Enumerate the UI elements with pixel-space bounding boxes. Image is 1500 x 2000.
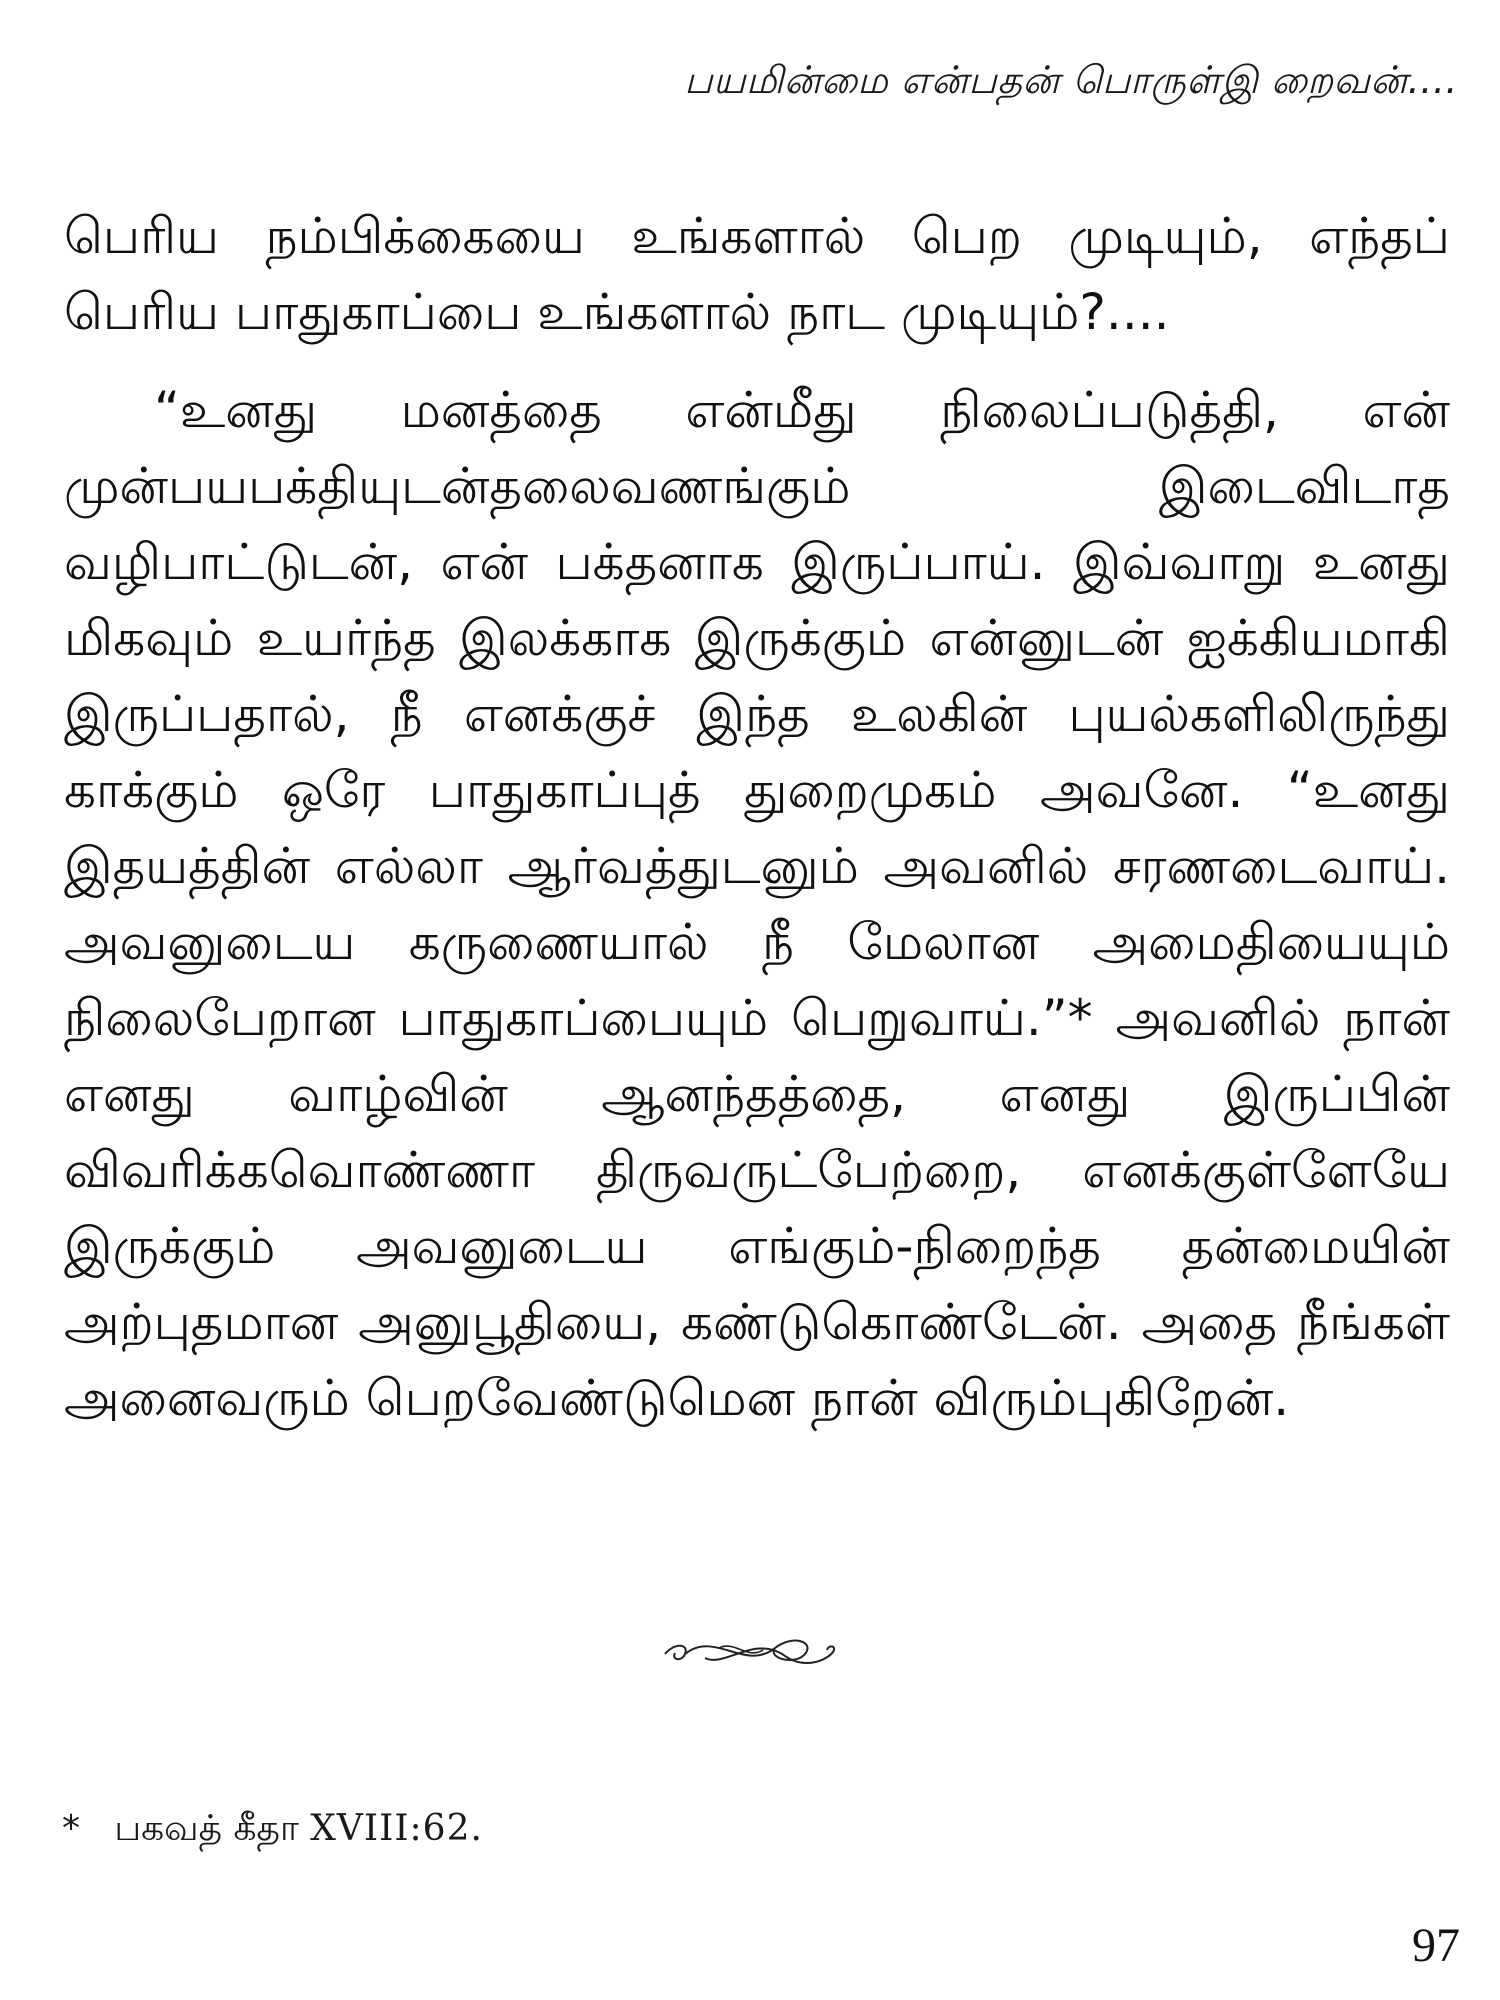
page-number: 97 — [1412, 1919, 1460, 1972]
flourish-ornament-icon — [655, 1620, 845, 1680]
paragraph-2: “உனது மனத்தை என்மீது நிலைப்படுத்தி, என் முன்பயபக்தியுடன்தலைவணங்கும் இடைவிடாத வழிபாட்டுடன், என் பக்தனாக இருப்பாய். இவ்வாறு உனது மிகவும் உயர்ந்த இலக்காக இருக்கும் என்னுடன் ஐக்கியமாகி இருப்பதால், நீ எனக்குச் இந்த உலகின் புயல்களிலிருந்து காக்கும் ஒரே பாதுகாப்புத் துறைமுகம் அவனே. “உனது இதயத்தின் எல்லா ஆர்வத்துடனும் அவனில் சரணடைவாய். அவனுடைய கருணையால் நீ மேலான அமைதியையும் நிலைபேறான பாதுகாப்பையும் பெறுவாய்.”* அவனில் நான் எனது வாழ்வின் ஆனந்தத்தை, எனது இருப்பின் விவரிக்கவொண்ணா திருவருட்பேற்றை, எனக்குள்ளேயே இருக்கும் அவனுடைய எங்கும்-நிறைந்த தன்மையின் அற்புதமான அனுபூதியை, கண்டுகொண்டேன். அதை நீங்கள் அனைவரும் பெறவேண்டுமென நான் விரும்புகிறேன். — [64, 381, 1450, 1427]
footnote-reference: XVIII:62. — [310, 1808, 483, 1849]
footnote-marker: * — [62, 1808, 80, 1849]
footnote — [62, 1808, 483, 1854]
paragraph-1: பெரிய நம்பிக்கையை உங்களால் பெற முடியும், எந்தப் பெரிய பாதுகாப்பை உங்களால் நாட முடியும்?.... — [64, 207, 1450, 341]
body-text — [64, 198, 1450, 1436]
running-head: பயமின்மை என்பதன் பொருள்இ றைவன்.... — [684, 58, 1458, 102]
footnote-text: பகவத் கீதா — [114, 1808, 299, 1849]
